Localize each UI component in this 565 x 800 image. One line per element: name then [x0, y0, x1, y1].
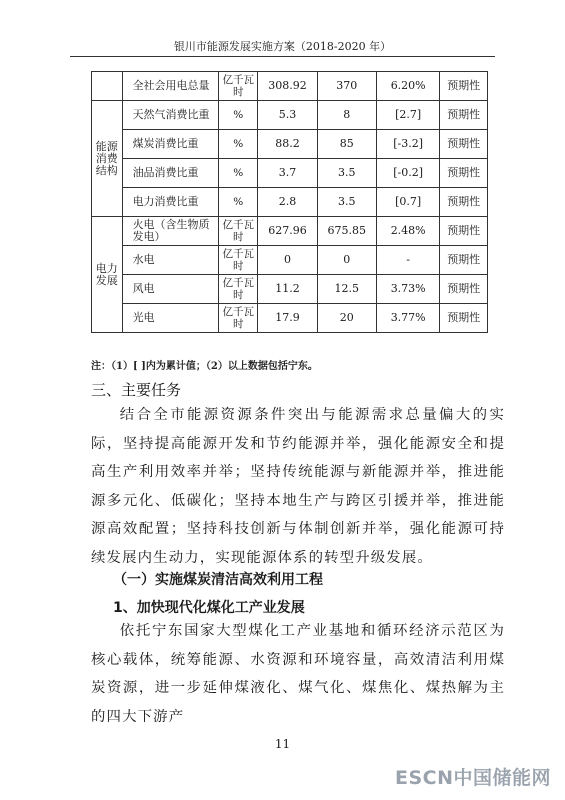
section-paragraph: 结合全市能源资源条件突出与能源需求总量偏大的实际，坚持提高能源开发和节约能源并举，强化能源安全和提高生产利用效率并举；坚持传统能源与新能源并举，推进能源多元化、低碳化；坚持本地生产与跨区引援并举，推进能源高效配置；坚持科技创新与体制创新并举，强化能源可持续发展内生动力，实现能源体系的转型升级发展。 — [91, 407, 505, 566]
unit-cell: % — [219, 130, 258, 159]
attribute-cell: 预期性 — [440, 130, 488, 159]
header-divider — [70, 56, 495, 57]
table-row — [92, 130, 488, 159]
growth-cell: 3.77% — [376, 304, 439, 333]
value-2017-cell: 308.92 — [258, 72, 317, 101]
watermark-logo: ESCN中国储能网 — [394, 767, 551, 789]
indicator-name-cell: 全社会用电总量 — [122, 72, 218, 101]
growth-cell: [2.7] — [376, 101, 439, 130]
table-row — [92, 72, 488, 101]
table-row — [92, 304, 488, 333]
attribute-cell: 预期性 — [440, 159, 488, 188]
table-row — [92, 217, 488, 246]
running-header: 银川市能源发展实施方案（2018-2020 年） — [173, 40, 392, 53]
group-label-cell — [92, 72, 123, 101]
table-row — [92, 159, 488, 188]
growth-cell: [0.7] — [376, 188, 439, 217]
value-2020-cell: 3.5 — [317, 159, 376, 188]
value-2020-cell: 3.5 — [317, 188, 376, 217]
group-label-cell: 电力发展 — [92, 217, 123, 333]
value-2020-cell: 675.85 — [317, 217, 376, 246]
unit-cell: 亿千瓦时 — [219, 275, 258, 304]
indicator-name-cell: 火电（含生物质发电） — [122, 217, 218, 246]
attribute-cell: 预期性 — [440, 101, 488, 130]
attribute-cell: 预期性 — [440, 72, 488, 101]
unit-cell: 亿千瓦时 — [219, 217, 258, 246]
attribute-cell: 预期性 — [440, 217, 488, 246]
item-paragraph: 依托宁东国家大型煤化工产业基地和循环经济示范区为核心载体，统筹能源、水资源和环境容量，高效清洁利用煤炭资源，进一步延伸煤液化、煤气化、煤焦化、煤热解为主的四大下游产 — [91, 623, 505, 725]
growth-cell: 6.20% — [376, 72, 439, 101]
value-2020-cell: 0 — [317, 246, 376, 275]
indicator-table — [91, 71, 488, 333]
table-row — [92, 246, 488, 275]
value-2020-cell: 370 — [317, 72, 376, 101]
unit-cell: % — [219, 159, 258, 188]
indicator-name-cell: 光电 — [122, 304, 218, 333]
indicator-name-cell: 天然气消费比重 — [122, 101, 218, 130]
unit-cell: 亿千瓦时 — [219, 72, 258, 101]
unit-cell: % — [219, 101, 258, 130]
attribute-cell: 预期性 — [440, 188, 488, 217]
attribute-cell: 预期性 — [440, 246, 488, 275]
growth-cell: - — [376, 246, 439, 275]
unit-cell: 亿千瓦时 — [219, 246, 258, 275]
value-2020-cell: 20 — [317, 304, 376, 333]
table-row — [92, 101, 488, 130]
indicator-name-cell: 煤炭消费比重 — [122, 130, 218, 159]
growth-cell: [-3.2] — [376, 130, 439, 159]
item-title: 1、加快现代化煤化工产业发展 — [113, 600, 305, 616]
value-2020-cell: 12.5 — [317, 275, 376, 304]
growth-cell: 2.48% — [376, 217, 439, 246]
group-label-cell: 能源消费结构 — [92, 101, 123, 217]
value-2017-cell: 3.7 — [258, 159, 317, 188]
value-2017-cell: 627.96 — [258, 217, 317, 246]
subsection-title: （一）实施煤炭清洁高效利用工程 — [113, 572, 323, 588]
section-title: 三、主要任务 — [91, 381, 182, 399]
attribute-cell: 预期性 — [440, 304, 488, 333]
growth-cell: [-0.2] — [376, 159, 439, 188]
unit-cell: % — [219, 188, 258, 217]
indicator-name-cell: 电力消费比重 — [122, 188, 218, 217]
value-2017-cell: 0 — [258, 246, 317, 275]
value-2017-cell: 11.2 — [258, 275, 317, 304]
unit-cell: 亿千瓦时 — [219, 304, 258, 333]
value-2017-cell: 17.9 — [258, 304, 317, 333]
indicator-name-cell: 油品消费比重 — [122, 159, 218, 188]
table-row — [92, 188, 488, 217]
value-2020-cell: 8 — [317, 101, 376, 130]
value-2017-cell: 5.3 — [258, 101, 317, 130]
value-2017-cell: 88.2 — [258, 130, 317, 159]
table-row — [92, 275, 488, 304]
indicator-name-cell: 风电 — [122, 275, 218, 304]
attribute-cell: 预期性 — [440, 275, 488, 304]
table-note: 注：（1）[ ]内为累计值；（2）以上数据包括宁东。 — [91, 361, 318, 372]
indicator-name-cell: 水电 — [122, 246, 218, 275]
value-2020-cell: 85 — [317, 130, 376, 159]
growth-cell: 3.73% — [376, 275, 439, 304]
page-number: 11 — [274, 737, 291, 751]
value-2017-cell: 2.8 — [258, 188, 317, 217]
